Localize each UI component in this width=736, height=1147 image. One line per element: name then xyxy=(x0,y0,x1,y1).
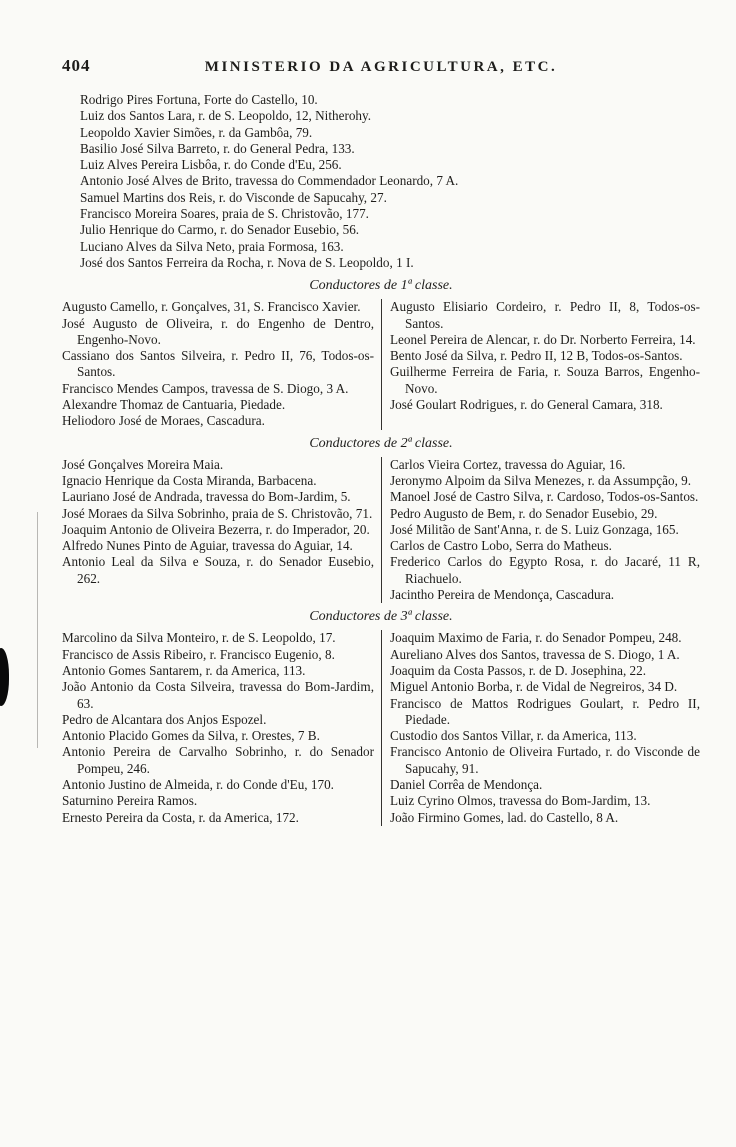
directory-entry: Francisco Antonio de Oliveira Furtado, r. do Visconde de Sapucahy, 91. xyxy=(390,744,700,776)
right-column xyxy=(381,299,700,429)
directory-entry: Frederico Carlos do Egypto Rosa, r. do Jacaré, 11 R, Riachuelo. xyxy=(390,554,700,586)
directory-entry: Antonio Placido Gomes da Silva, r. Orestes, 7 B. xyxy=(62,728,320,744)
directory-entry: Alexandre Thomaz de Cantuaria, Piedade. xyxy=(62,397,286,413)
directory-entry: Francisco Moreira Soares, praia de S. Christovão, 177. xyxy=(80,206,369,222)
directory-entry: Jeronymo Alpoim da Silva Menezes, r. da Assumpção, 9. xyxy=(390,472,692,488)
directory-entry: Rodrigo Pires Fortuna, Forte do Castello, 10. xyxy=(80,92,318,107)
directory-entry: José dos Santos Ferreira da Rocha, r. Nova de S. Leopoldo, 1 I. xyxy=(80,254,414,270)
directory-entry: Miguel Antonio Borba, r. de Vidal de Negreiros, 34 D. xyxy=(390,679,678,695)
directory-entry: Alfredo Nunes Pinto de Aguiar, travessa do Aguiar, 14. xyxy=(62,538,353,554)
directory-entry: Antonio Gomes Santarem, r. da America, 113. xyxy=(62,662,306,678)
fold-line-scan-artifact xyxy=(37,512,38,748)
directory-entry: Augusto Elisiario Cordeiro, r. Pedro II, 8, Todos-os-Santos. xyxy=(390,299,700,331)
directory-entry: Carlos Vieira Cortez, travessa do Aguiar, 16. xyxy=(390,456,626,472)
intro-entry-list xyxy=(62,92,700,271)
directory-entry: Joaquim Antonio de Oliveira Bezerra, r. do Imperador, 20. xyxy=(62,521,370,537)
directory-entry: Luiz dos Santos Lara, r. de S. Leopoldo, 12, Nitherohy. xyxy=(80,108,372,124)
page-title: MINISTERIO DA AGRICULTURA, ETC. xyxy=(204,59,558,75)
directory-entry: Antonio José Alves de Brito, travessa do Commendador Leonardo, 7 A. xyxy=(80,173,459,189)
directory-entry: Saturnino Pereira Ramos. xyxy=(62,793,198,809)
page-number: 404 xyxy=(62,56,91,75)
directory-entry: Luiz Alves Pereira Lisbôa, r. do Conde d'Eu, 256. xyxy=(80,157,342,173)
directory-entry: Daniel Corrêa de Mendonça. xyxy=(390,776,543,792)
left-column xyxy=(62,457,381,604)
class-sections xyxy=(62,277,700,826)
directory-entry: Francisco de Mattos Rodrigues Goulart, r. Pedro II, Piedade. xyxy=(390,695,700,727)
directory-entry: Ignacio Henrique da Costa Miranda, Barbacena. xyxy=(62,472,317,488)
directory-entry: Joaquim da Costa Passos, r. de D. Josephina, 22. xyxy=(390,662,647,678)
directory-entry: Augusto Camello, r. Gonçalves, 31, S. Francisco Xavier. xyxy=(62,299,361,315)
directory-entry: Pedro de Alcantara dos Anjos Espozel. xyxy=(62,711,267,727)
directory-entry: Marcolino da Silva Monteiro, r. de S. Leopoldo, 17. xyxy=(62,630,336,646)
class-section xyxy=(62,277,700,429)
section-heading: Conductores de 3ª classe. xyxy=(309,609,453,625)
directory-entry: José Gonçalves Moreira Maia. xyxy=(62,456,224,472)
directory-entry: Cassiano dos Santos Silveira, r. Pedro II, 76, Todos-os-Santos. xyxy=(62,348,374,380)
directory-entry: João Antonio da Costa Silveira, travessa do Bom-Jardim, 63. xyxy=(62,679,374,711)
page-header xyxy=(62,56,700,76)
directory-entry: Leonel Pereira de Alencar, r. do Dr. Norberto Ferreira, 14. xyxy=(390,331,696,347)
directory-entry: Basilio José Silva Barreto, r. do General Pedra, 133. xyxy=(80,140,355,156)
directory-entry: Luciano Alves da Silva Neto, praia Formosa, 163. xyxy=(80,238,344,254)
directory-entry: Heliodoro José de Moraes, Cascadura. xyxy=(62,413,265,429)
directory-entry: José Moraes da Silva Sobrinho, praia de S. Christovão, 71. xyxy=(62,505,373,521)
left-column xyxy=(62,630,381,826)
two-column-block xyxy=(62,457,700,604)
directory-entry: Jacintho Pereira de Mendonça, Cascadura. xyxy=(390,587,615,603)
directory-entry: Leopoldo Xavier Simões, r. da Gambôa, 79. xyxy=(80,124,313,140)
directory-entry: Bento José da Silva, r. Pedro II, 12 B, Todos-os-Santos. xyxy=(390,348,683,364)
section-heading: Conductores de 1ª classe. xyxy=(309,278,453,294)
two-column-block xyxy=(62,299,700,429)
directory-entry: Pedro Augusto de Bem, r. do Senador Eusebio, 29. xyxy=(390,505,658,521)
directory-entry: Manoel José de Castro Silva, r. Cardoso, Todos-os-Santos. xyxy=(390,489,699,505)
directory-entry: José Augusto de Oliveira, r. do Engenho de Dentro, Engenho-Novo. xyxy=(62,315,374,347)
directory-entry: Antonio Leal da Silva e Souza, r. do Senador Eusebio, 262. xyxy=(62,554,374,586)
directory-entry: Antonio Justino de Almeida, r. do Conde d'Eu, 170. xyxy=(62,776,334,792)
directory-entry: Carlos de Castro Lobo, Serra do Matheus. xyxy=(390,538,612,554)
section-heading: Conductores de 2ª classe. xyxy=(309,435,453,451)
two-column-block xyxy=(62,630,700,826)
right-column xyxy=(381,457,700,604)
directory-entry: Antonio Pereira de Carvalho Sobrinho, r. do Senador Pompeu, 246. xyxy=(62,744,374,776)
directory-entry: Lauriano José de Andrada, travessa do Bom-Jardim, 5. xyxy=(62,489,351,505)
class-section xyxy=(62,608,700,826)
directory-entry: Julio Henrique do Carmo, r. do Senador Eusebio, 56. xyxy=(80,222,360,238)
directory-entry: Guilherme Ferreira de Faria, r. Souza Barros, Engenho-Novo. xyxy=(390,364,700,396)
directory-entry: Luiz Cyrino Olmos, travessa do Bom-Jardim, 13. xyxy=(390,793,651,809)
directory-entry: João Firmino Gomes, lad. do Castello, 8 A. xyxy=(390,809,619,825)
left-column xyxy=(62,299,381,429)
directory-entry: José Militão de Sant'Anna, r. de S. Luiz Gonzaga, 165. xyxy=(390,521,679,537)
directory-entry: José Goulart Rodrigues, r. do General Camara, 318. xyxy=(390,397,663,413)
directory-entry: Samuel Martins dos Reis, r. do Visconde de Sapucahy, 27. xyxy=(80,189,387,205)
directory-entry: Ernesto Pereira da Costa, r. da America, 172. xyxy=(62,809,299,825)
directory-entry: Custodio dos Santos Villar, r. da America, 113. xyxy=(390,728,637,744)
directory-entry: Francisco Mendes Campos, travessa de S. Diogo, 3 A. xyxy=(62,380,349,396)
right-column xyxy=(381,630,700,826)
directory-entry: Aureliano Alves dos Santos, travessa de S. Diogo, 1 A. xyxy=(390,646,680,662)
directory-entry: Francisco de Assis Ribeiro, r. Francisco Eugenio, 8. xyxy=(62,646,335,662)
class-section xyxy=(62,435,700,604)
ink-blot-scan-artifact xyxy=(0,648,9,706)
directory-entry: Joaquim Maximo de Faria, r. do Senador Pompeu, 248. xyxy=(390,630,682,646)
